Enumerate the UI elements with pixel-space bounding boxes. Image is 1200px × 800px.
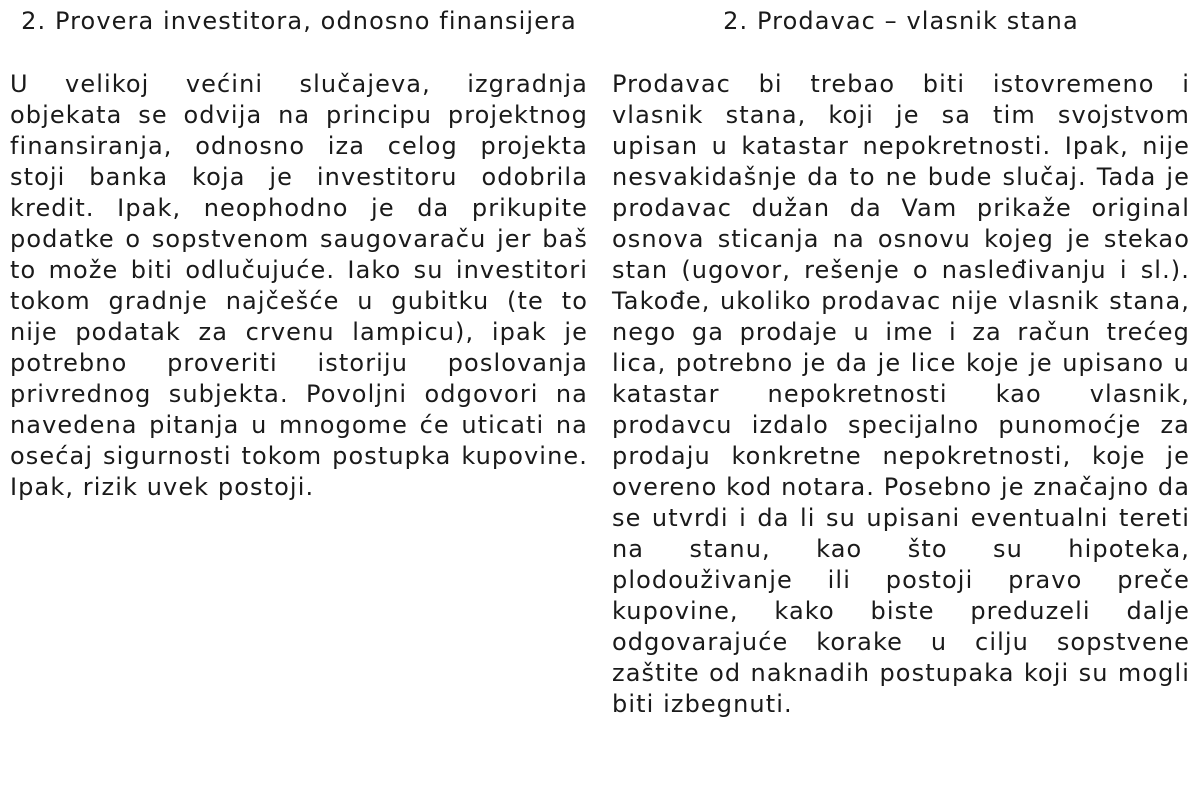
- left-column: [10, 6, 588, 503]
- left-column-heading: 2. Provera investitora, odnosno finansijera: [21, 7, 577, 35]
- right-column: [612, 6, 1190, 720]
- right-column-heading: 2. Prodavac – vlasnik stana: [723, 7, 1079, 35]
- left-column-body: U velikoj većini slučajeva, izgradnja objekata se odvija na principu projektnog finansiranja, odnosno iza celog projekta stoji banka koja je investitoru odobrila kredit. Ipak, neophodno je da prikupite podatke o sopstvenom saugovaraču jer baš to može biti odlučujuće. Iako su investitori tokom gradnje najčešće u gubitku (te to nije podatak za crvenu lampicu), ipak je potrebno proveriti istoriju poslovanja privrednog subjekta. Povoljni odgovori na navedena pitanja u mnogome će uticati na osećaj sigurnosti tokom postupka kupovine. Ipak, rizik uvek postoji.: [10, 70, 588, 501]
- right-column-body: Prodavac bi trebao biti istovremeno i vlasnik stana, koji je sa tim svojstvom upisan u katastar nepokretnosti. Ipak, nije nesvakidašnje da to ne bude slučaj. Tada je prodavac dužan da Vam prikaže original osnova sticanja na osnovu kojeg je stekao stan (ugovor, rešenje o nasleđivanju i sl.). Takođe, ukoliko prodavac nije vlasnik stana, nego ga prodaje u ime i za račun trećeg lica, potrebno je da je lice koje je upisano u katastar nepokretnosti kao vlasnik, prodavcu izdalo specijalno punomoćje za prodaju konkretne nepokretnosti, koje je overeno kod notara. Posebno je značajno da se utvrdi i da li su upisani eventualni tereti na stanu, kao što su hipoteka, plodouživanje ili postoji pravo preče kupovine, kako biste preduzeli dalje odgovarajuće korake u cilju sopstvene zaštite od naknadih postupaka koji su mogli biti izbegnuti.: [612, 70, 1190, 718]
